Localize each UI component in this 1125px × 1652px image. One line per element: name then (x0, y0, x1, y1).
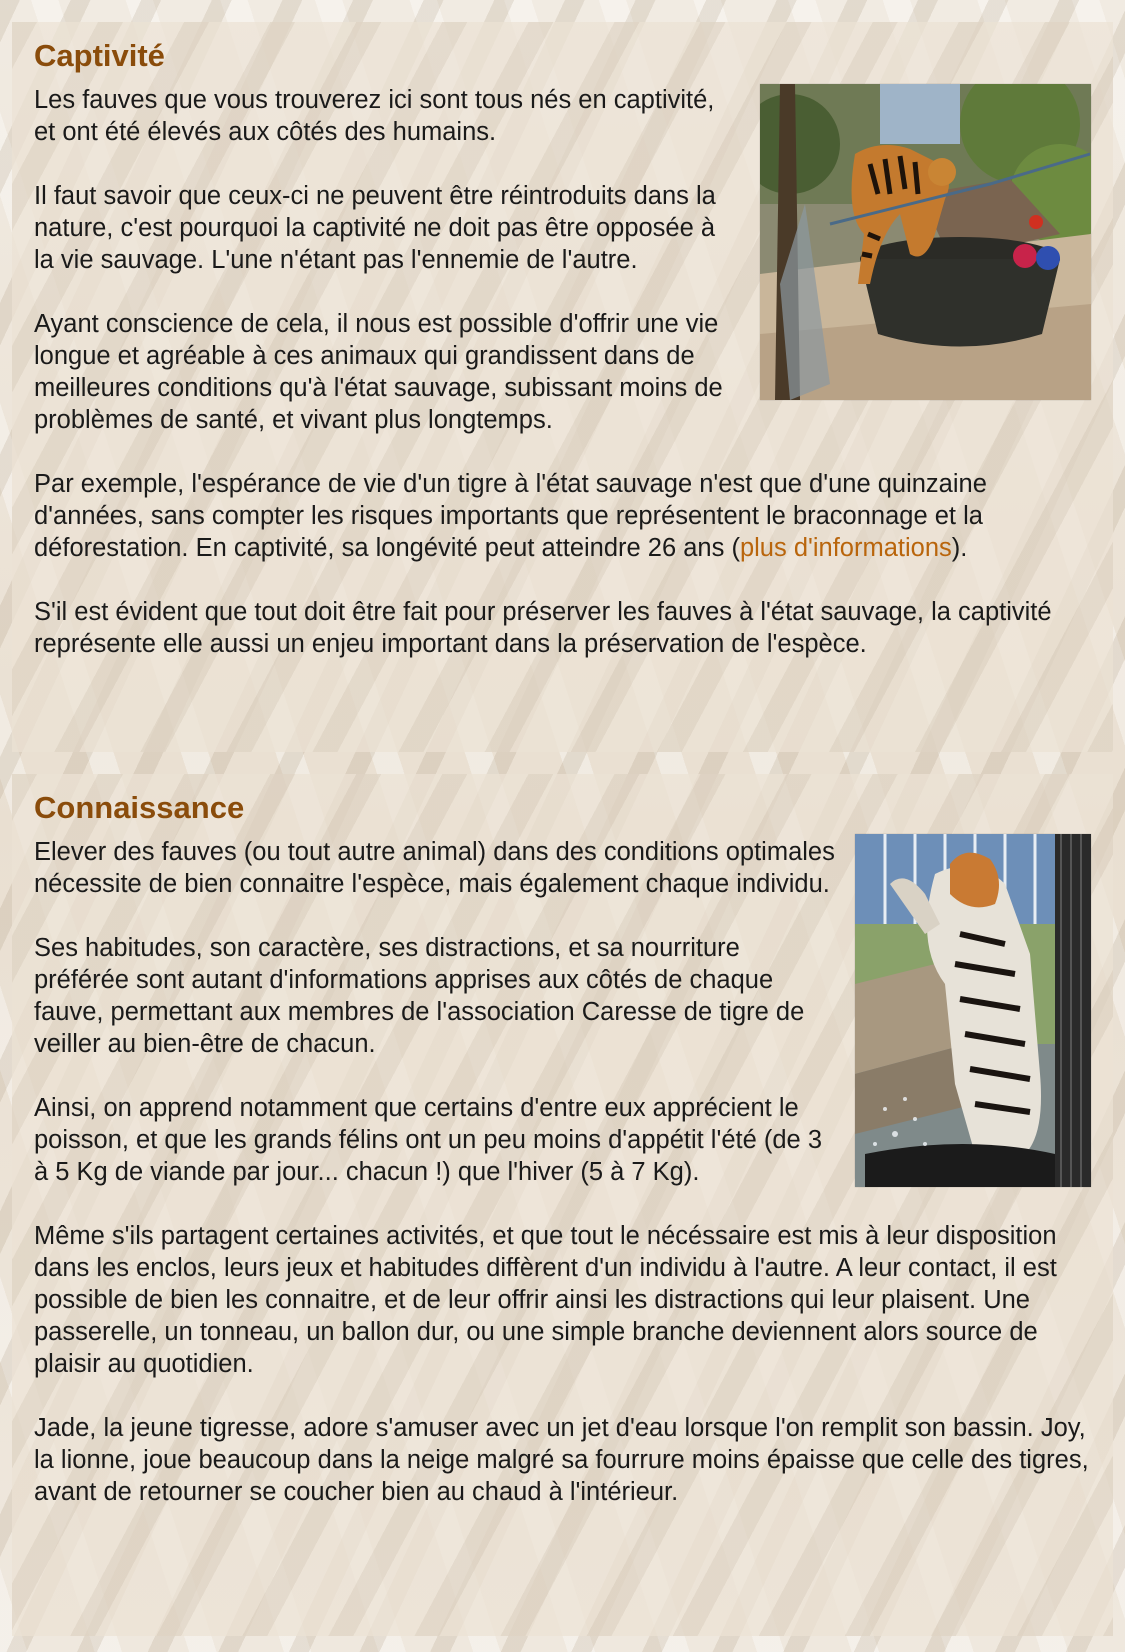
tiger-enclosure-photo (760, 84, 1091, 400)
paragraph: S'il est évident que tout doit être fait pour préserver les fauves à l'état sauvage, la captivité représente elle aussi un enjeu important dans la préservation de l'espèce. (34, 598, 1052, 658)
paragraph: Il faut savoir que ceux-ci ne peuvent être réintroduits dans la nature, c'est pourquoi la captivité ne doit pas être opposée à la vie sauvage. L'une n'étant pas l'ennemie de l'autre. (34, 182, 716, 274)
paragraph: Ayant conscience de cela, il nous est possible d'offrir une vie longue et agréable à ces animaux qui grandissent dans de meilleures conditions qu'à l'état sauvage, subissant moins de problèmes de santé, et vivant plus longtemps. (34, 310, 723, 434)
section-title-captivite: Captivité (34, 38, 165, 73)
section-title-connaissance: Connaissance (34, 790, 245, 825)
paragraph: Jade, la jeune tigresse, adore s'amuser avec un jet d'eau lorsque l'on remplit son bassin. Joy, la lionne, joue beaucoup dans la neige malgré sa fourrure moins épaisse que celle des tigres, avant de retourner se coucher bien au chaud à l'intérieur. (34, 1414, 1089, 1506)
paragraph (34, 468, 1091, 564)
tiger-water-photo (855, 834, 1091, 1187)
paragraph: Elever des fauves (ou tout autre animal) dans des conditions optimales nécessite de bien connaitre l'espèce, mais également chaque individu. (34, 838, 835, 898)
paragraph: Ainsi, on apprend notamment que certains d'entre eux apprécient le poisson, et que les grands félins ont un peu moins d'appétit l'été (de 3 à 5 Kg de viande par jour... chacun !) que l'hiver (5 à 7 Kg). (34, 1094, 822, 1186)
paragraph: Ses habitudes, son caractère, ses distractions, et sa nourriture préférée sont autant d'informations apprises aux côtés de chaque fauve, permettant aux membres de l'association Caresse de tigre de veiller au bien-être de chacun. (34, 934, 805, 1058)
paragraph: Même s'ils partagent certaines activités, et que tout le nécéssaire est mis à leur disposition dans les enclos, leurs jeux et habitudes diffèrent d'un individu à l'autre. A leur contact, il est possible de bien les connaitre, et de leur offrir ainsi les distractions qui leur plaisent. Une passerelle, un tonneau, un ballon dur, ou une simple branche deviennent alors source de plaisir au quotidien. (34, 1222, 1057, 1378)
paragraph: Les fauves que vous trouverez ici sont tous nés en captivité, et ont été élevés aux côtés des humains. (34, 86, 715, 146)
section-captivite (12, 22, 1113, 752)
section-connaissance (12, 774, 1113, 1636)
paragraph-text: ). (951, 534, 968, 562)
more-info-link[interactable]: plus d'informations (739, 534, 952, 562)
paragraph-text: Par exemple, l'espérance de vie d'un tigre à l'état sauvage n'est que d'une quinzaine d'années, sans compter les risques importants que représentent le braconnage et la déforestation. En captivité, sa longévité peut atteindre 26 ans ( (34, 470, 987, 562)
